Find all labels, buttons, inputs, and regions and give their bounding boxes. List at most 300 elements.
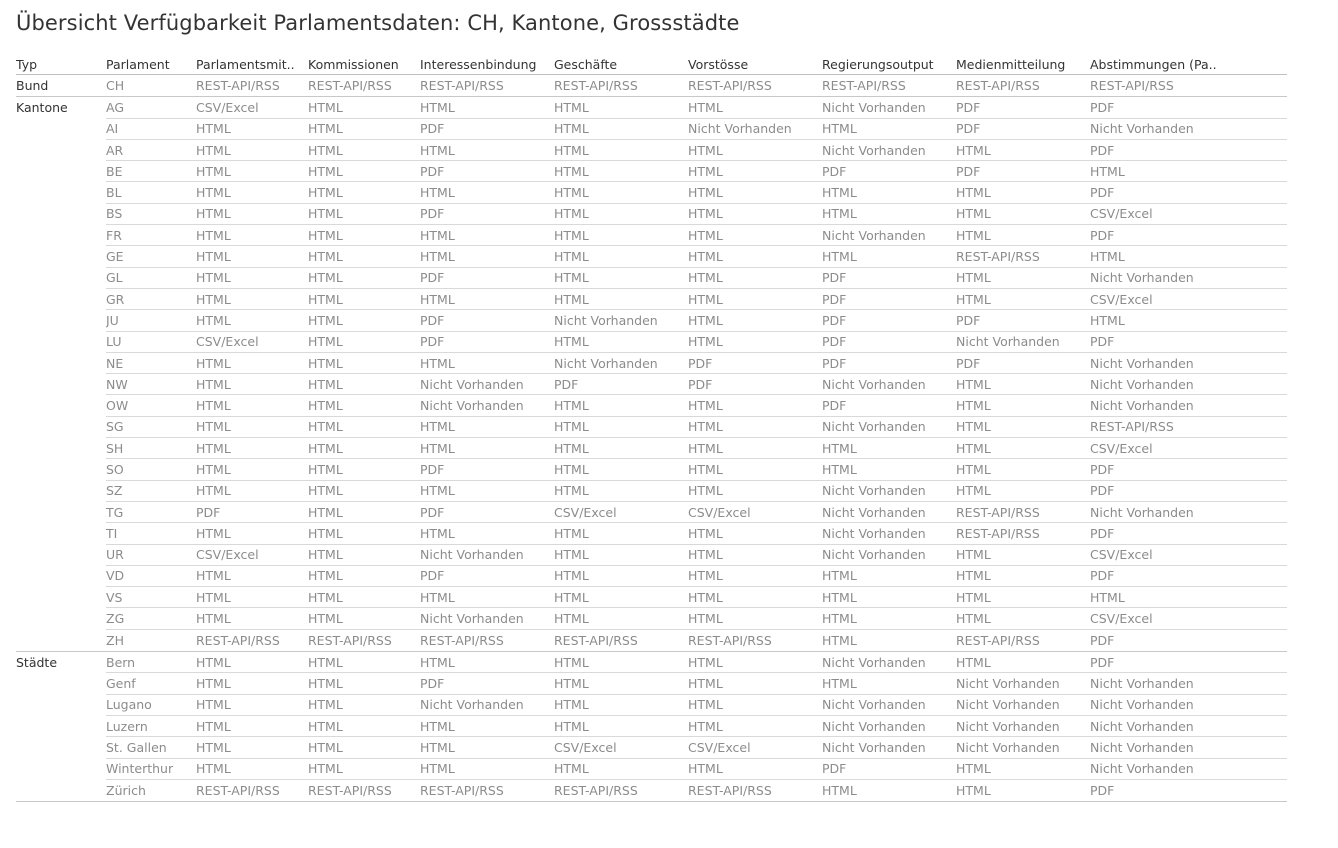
table-cell[interactable]: HTML [688,547,723,563]
header-parlament[interactable]: Parlament [106,56,170,72]
parlament-cell[interactable]: UR [106,547,124,563]
table-cell[interactable]: REST-API/RSS [554,782,638,798]
table-cell[interactable]: Nicht Vorhanden [956,675,1060,691]
table-cell[interactable]: HTML [688,334,723,350]
table-cell[interactable]: Nicht Vorhanden [1090,675,1194,691]
table-cell[interactable]: HTML [196,355,231,371]
table-cell[interactable]: Nicht Vorhanden [822,419,926,435]
table-cell[interactable]: Nicht Vorhanden [822,525,926,541]
table-cell[interactable]: HTML [308,697,343,713]
table-cell[interactable]: Nicht Vorhanden [1090,398,1194,414]
table-cell[interactable]: Nicht Vorhanden [956,739,1060,755]
table-cell[interactable]: HTML [308,525,343,541]
table-cell[interactable]: CSV/Excel [688,739,751,755]
table-cell[interactable]: PDF [1090,632,1115,648]
table-cell[interactable]: HTML [196,163,231,179]
parlament-cell[interactable]: JU [106,312,119,328]
table-cell[interactable]: PDF [1090,185,1115,201]
table-cell[interactable]: PDF [822,163,847,179]
table-cell[interactable]: PDF [1090,227,1115,243]
table-cell[interactable]: HTML [196,440,231,456]
table-cell[interactable]: HTML [956,270,991,286]
table-cell[interactable]: HTML [420,142,455,158]
table-cell[interactable]: CSV/Excel [1090,291,1153,307]
table-cell[interactable]: HTML [822,782,857,798]
table-cell[interactable]: HTML [308,185,343,201]
table-cell[interactable]: HTML [554,398,589,414]
table-cell[interactable]: HTML [196,654,231,670]
table-cell[interactable]: Nicht Vorhanden [1090,355,1194,371]
table-cell[interactable]: Nicht Vorhanden [822,99,926,115]
table-cell[interactable]: HTML [308,376,343,392]
table-cell[interactable]: CSV/Excel [554,739,617,755]
table-cell[interactable]: CSV/Excel [1090,547,1153,563]
table-cell[interactable]: REST-API/RSS [1090,78,1174,94]
parlament-cell[interactable]: LU [106,334,122,350]
parlament-cell[interactable]: Winterthur [106,761,174,777]
table-cell[interactable]: HTML [308,547,343,563]
table-cell[interactable]: HTML [308,249,343,265]
table-cell[interactable]: REST-API/RSS [420,632,504,648]
table-cell[interactable]: HTML [420,99,455,115]
table-cell[interactable]: HTML [196,739,231,755]
table-cell[interactable]: HTML [554,249,589,265]
parlament-cell[interactable]: AI [106,121,119,137]
parlament-cell[interactable]: AG [106,99,125,115]
header-typ[interactable]: Typ [16,56,38,72]
parlament-cell[interactable]: SG [106,419,124,435]
table-cell[interactable]: PDF [420,270,445,286]
parlament-cell[interactable]: BE [106,163,123,179]
table-cell[interactable]: PDF [420,675,445,691]
table-cell[interactable]: REST-API/RSS [554,632,638,648]
table-cell[interactable]: PDF [956,121,981,137]
table-cell[interactable]: HTML [196,312,231,328]
table-cell[interactable]: HTML [554,270,589,286]
table-cell[interactable]: HTML [308,504,343,520]
table-cell[interactable]: HTML [956,761,991,777]
table-cell[interactable]: HTML [688,483,723,499]
table-cell[interactable]: HTML [1090,589,1125,605]
table-cell[interactable]: PDF [420,163,445,179]
table-cell[interactable]: Nicht Vorhanden [420,547,524,563]
table-cell[interactable]: Nicht Vorhanden [1090,739,1194,755]
header-interessenbindung[interactable]: Interessenbindung [420,56,537,72]
table-cell[interactable]: HTML [822,249,857,265]
table-cell[interactable]: HTML [308,291,343,307]
parlament-cell[interactable]: ZH [106,632,124,648]
table-cell[interactable]: HTML [308,99,343,115]
table-cell[interactable]: PDF [554,376,579,392]
table-cell[interactable]: REST-API/RSS [308,632,392,648]
table-cell[interactable]: HTML [554,589,589,605]
table-cell[interactable]: HTML [956,206,991,222]
table-cell[interactable]: HTML [554,761,589,777]
table-cell[interactable]: HTML [420,483,455,499]
table-cell[interactable]: HTML [554,163,589,179]
table-cell[interactable]: PDF [822,761,847,777]
table-cell[interactable]: HTML [308,270,343,286]
table-cell[interactable]: HTML [554,611,589,627]
table-cell[interactable]: HTML [420,739,455,755]
table-cell[interactable]: REST-API/RSS [554,78,638,94]
table-cell[interactable]: HTML [956,611,991,627]
table-cell[interactable]: PDF [1090,334,1115,350]
table-cell[interactable]: HTML [956,440,991,456]
table-cell[interactable]: HTML [688,270,723,286]
table-cell[interactable]: HTML [420,654,455,670]
table-cell[interactable]: HTML [308,461,343,477]
parlament-cell[interactable]: OW [106,398,129,414]
table-cell[interactable]: HTML [688,611,723,627]
table-cell[interactable]: REST-API/RSS [956,525,1040,541]
table-cell[interactable]: HTML [554,291,589,307]
table-cell[interactable]: HTML [956,568,991,584]
table-cell[interactable]: HTML [688,419,723,435]
table-cell[interactable]: HTML [822,611,857,627]
table-cell[interactable]: HTML [308,398,343,414]
table-cell[interactable]: HTML [420,525,455,541]
table-cell[interactable]: HTML [956,185,991,201]
table-cell[interactable]: HTML [688,398,723,414]
table-cell[interactable]: Nicht Vorhanden [822,142,926,158]
table-cell[interactable]: HTML [688,163,723,179]
parlament-cell[interactable]: Luzern [106,718,148,734]
table-cell[interactable]: HTML [196,206,231,222]
table-cell[interactable]: HTML [196,142,231,158]
parlament-cell[interactable]: Zürich [106,782,146,798]
table-cell[interactable]: Nicht Vorhanden [822,718,926,734]
table-cell[interactable]: HTML [688,227,723,243]
table-cell[interactable]: HTML [956,461,991,477]
table-cell[interactable]: HTML [420,761,455,777]
table-cell[interactable]: HTML [956,376,991,392]
table-cell[interactable]: Nicht Vorhanden [1090,504,1194,520]
table-cell[interactable]: HTML [822,675,857,691]
table-cell[interactable]: HTML [956,589,991,605]
table-cell[interactable]: HTML [196,121,231,137]
table-cell[interactable]: HTML [688,142,723,158]
table-cell[interactable]: CSV/Excel [554,504,617,520]
table-cell[interactable]: PDF [956,163,981,179]
table-cell[interactable]: HTML [688,718,723,734]
table-cell[interactable]: Nicht Vorhanden [1090,718,1194,734]
table-cell[interactable]: REST-API/RSS [956,78,1040,94]
table-cell[interactable]: HTML [308,611,343,627]
table-cell[interactable]: HTML [196,697,231,713]
table-cell[interactable]: REST-API/RSS [1090,419,1174,435]
table-cell[interactable]: HTML [822,461,857,477]
parlament-cell[interactable]: ZG [106,611,125,627]
table-cell[interactable]: CSV/Excel [196,334,259,350]
table-cell[interactable]: HTML [822,589,857,605]
table-cell[interactable]: PDF [1090,483,1115,499]
table-cell[interactable]: Nicht Vorhanden [822,739,926,755]
table-cell[interactable]: HTML [196,611,231,627]
table-cell[interactable]: HTML [308,355,343,371]
table-cell[interactable]: PDF [956,355,981,371]
table-cell[interactable]: HTML [196,761,231,777]
table-cell[interactable]: PDF [822,334,847,350]
table-cell[interactable]: PDF [956,99,981,115]
table-cell[interactable]: HTML [308,568,343,584]
table-cell[interactable]: REST-API/RSS [196,632,280,648]
table-cell[interactable]: HTML [956,142,991,158]
table-cell[interactable]: HTML [822,632,857,648]
table-cell[interactable]: CSV/Excel [1090,611,1153,627]
parlament-cell[interactable]: CH [106,78,125,94]
table-cell[interactable]: HTML [688,206,723,222]
table-cell[interactable]: HTML [420,419,455,435]
table-cell[interactable]: HTML [956,291,991,307]
table-cell[interactable]: HTML [956,654,991,670]
table-cell[interactable]: HTML [196,589,231,605]
table-cell[interactable]: PDF [420,334,445,350]
table-cell[interactable]: HTML [196,718,231,734]
table-cell[interactable]: HTML [688,185,723,201]
header-medienmitteilung[interactable]: Medienmitteilung [956,56,1066,72]
header-geschaefte[interactable]: Geschäfte [554,56,618,72]
table-cell[interactable]: HTML [554,419,589,435]
table-cell[interactable]: Nicht Vorhanden [1090,376,1194,392]
table-cell[interactable]: Nicht Vorhanden [1090,121,1194,137]
table-cell[interactable]: PDF [1090,568,1115,584]
table-cell[interactable]: PDF [420,312,445,328]
table-cell[interactable]: PDF [822,398,847,414]
table-cell[interactable]: Nicht Vorhanden [554,312,658,328]
parlament-cell[interactable]: VD [106,568,125,584]
table-cell[interactable]: PDF [688,355,713,371]
table-cell[interactable]: Nicht Vorhanden [420,376,524,392]
parlament-cell[interactable]: Lugano [106,697,152,713]
table-cell[interactable]: REST-API/RSS [688,632,772,648]
table-cell[interactable]: Nicht Vorhanden [956,718,1060,734]
table-cell[interactable]: HTML [196,675,231,691]
table-cell[interactable]: REST-API/RSS [688,782,772,798]
parlament-cell[interactable]: VS [106,589,123,605]
table-cell[interactable]: HTML [688,654,723,670]
table-cell[interactable]: HTML [308,718,343,734]
table-cell[interactable]: PDF [420,504,445,520]
table-cell[interactable]: REST-API/RSS [688,78,772,94]
parlament-cell[interactable]: St. Gallen [106,739,167,755]
table-cell[interactable]: CSV/Excel [196,547,259,563]
table-cell[interactable]: PDF [1090,782,1115,798]
table-cell[interactable]: HTML [688,568,723,584]
table-cell[interactable]: HTML [196,483,231,499]
table-cell[interactable]: PDF [420,568,445,584]
table-cell[interactable]: PDF [1090,525,1115,541]
table-cell[interactable]: HTML [956,227,991,243]
table-cell[interactable]: PDF [1090,99,1115,115]
table-cell[interactable]: HTML [308,121,343,137]
parlament-cell[interactable]: Bern [106,654,136,670]
table-cell[interactable]: HTML [196,461,231,477]
table-cell[interactable]: HTML [554,483,589,499]
table-cell[interactable]: HTML [554,142,589,158]
table-cell[interactable]: PDF [196,504,221,520]
table-cell[interactable]: HTML [822,568,857,584]
table-cell[interactable]: HTML [308,163,343,179]
table-cell[interactable]: HTML [420,440,455,456]
table-cell[interactable]: HTML [688,312,723,328]
table-cell[interactable]: Nicht Vorhanden [1090,270,1194,286]
table-cell[interactable]: REST-API/RSS [956,504,1040,520]
table-cell[interactable]: HTML [554,525,589,541]
table-cell[interactable]: HTML [308,312,343,328]
table-cell[interactable]: PDF [822,270,847,286]
table-cell[interactable]: HTML [308,227,343,243]
table-cell[interactable]: HTML [196,291,231,307]
table-cell[interactable]: PDF [1090,142,1115,158]
header-kommissionen[interactable]: Kommissionen [308,56,399,72]
table-cell[interactable]: HTML [554,440,589,456]
table-cell[interactable]: Nicht Vorhanden [822,227,926,243]
table-cell[interactable]: REST-API/RSS [196,78,280,94]
table-cell[interactable]: HTML [688,440,723,456]
table-cell[interactable]: Nicht Vorhanden [420,398,524,414]
table-cell[interactable]: HTML [688,525,723,541]
table-cell[interactable]: HTML [196,419,231,435]
table-cell[interactable]: Nicht Vorhanden [822,547,926,563]
table-cell[interactable]: HTML [956,547,991,563]
table-cell[interactable]: HTML [688,761,723,777]
table-cell[interactable]: Nicht Vorhanden [822,504,926,520]
table-cell[interactable]: HTML [308,483,343,499]
table-cell[interactable]: HTML [822,206,857,222]
table-cell[interactable]: HTML [956,398,991,414]
table-cell[interactable]: Nicht Vorhanden [822,483,926,499]
header-abstimmungen[interactable]: Abstimmungen (Pa.. [1090,56,1217,72]
table-cell[interactable]: HTML [308,739,343,755]
table-cell[interactable]: HTML [554,227,589,243]
table-cell[interactable]: PDF [822,291,847,307]
table-cell[interactable]: HTML [554,461,589,477]
table-cell[interactable]: HTML [688,589,723,605]
table-cell[interactable]: CSV/Excel [688,504,751,520]
table-cell[interactable]: HTML [688,291,723,307]
table-cell[interactable]: HTML [554,568,589,584]
table-cell[interactable]: HTML [822,185,857,201]
parlament-cell[interactable]: GL [106,270,123,286]
table-cell[interactable]: HTML [420,291,455,307]
table-cell[interactable]: HTML [420,718,455,734]
table-cell[interactable]: HTML [308,654,343,670]
table-cell[interactable]: Nicht Vorhanden [688,121,792,137]
table-cell[interactable]: Nicht Vorhanden [420,611,524,627]
parlament-cell[interactable]: SZ [106,483,123,499]
table-cell[interactable]: HTML [1090,312,1125,328]
table-cell[interactable]: Nicht Vorhanden [554,355,658,371]
table-cell[interactable]: PDF [420,206,445,222]
header-regierungsoutput[interactable]: Regierungsoutput [822,56,934,72]
table-cell[interactable]: HTML [554,334,589,350]
table-cell[interactable]: HTML [688,249,723,265]
table-cell[interactable]: HTML [308,675,343,691]
table-cell[interactable]: REST-API/RSS [308,78,392,94]
table-cell[interactable]: HTML [554,185,589,201]
table-cell[interactable]: REST-API/RSS [196,782,280,798]
table-cell[interactable]: Nicht Vorhanden [956,697,1060,713]
table-cell[interactable]: HTML [420,589,455,605]
table-cell[interactable]: HTML [688,675,723,691]
table-cell[interactable]: REST-API/RSS [956,249,1040,265]
parlament-cell[interactable]: TI [106,525,118,541]
parlament-cell[interactable]: SO [106,461,124,477]
table-cell[interactable]: HTML [420,227,455,243]
table-cell[interactable]: CSV/Excel [196,99,259,115]
table-cell[interactable]: HTML [196,568,231,584]
table-cell[interactable]: HTML [956,782,991,798]
parlament-cell[interactable]: NW [106,376,128,392]
table-cell[interactable]: HTML [420,249,455,265]
table-cell[interactable]: HTML [196,270,231,286]
table-cell[interactable]: REST-API/RSS [956,632,1040,648]
table-cell[interactable]: HTML [554,206,589,222]
table-cell[interactable]: Nicht Vorhanden [420,697,524,713]
table-cell[interactable]: HTML [822,440,857,456]
header-parlamentsmitglieder[interactable]: Parlamentsmit.. [196,56,295,72]
table-cell[interactable]: Nicht Vorhanden [1090,697,1194,713]
table-cell[interactable]: HTML [420,185,455,201]
table-cell[interactable]: HTML [308,761,343,777]
parlament-cell[interactable]: BL [106,185,122,201]
table-cell[interactable]: REST-API/RSS [420,782,504,798]
parlament-cell[interactable]: TG [106,504,124,520]
table-cell[interactable]: PDF [420,461,445,477]
parlament-cell[interactable]: GE [106,249,124,265]
table-cell[interactable]: HTML [196,398,231,414]
table-cell[interactable]: HTML [196,525,231,541]
table-cell[interactable]: CSV/Excel [1090,440,1153,456]
table-cell[interactable]: HTML [308,142,343,158]
table-cell[interactable]: HTML [956,483,991,499]
table-cell[interactable]: HTML [688,697,723,713]
header-vorstoesse[interactable]: Vorstösse [688,56,749,72]
table-cell[interactable]: PDF [1090,461,1115,477]
table-cell[interactable]: HTML [554,121,589,137]
table-cell[interactable]: HTML [308,589,343,605]
table-cell[interactable]: CSV/Excel [1090,206,1153,222]
table-cell[interactable]: HTML [308,334,343,350]
parlament-cell[interactable]: SH [106,440,124,456]
parlament-cell[interactable]: Genf [106,675,136,691]
table-cell[interactable]: Nicht Vorhanden [822,376,926,392]
table-cell[interactable]: HTML [956,419,991,435]
table-cell[interactable]: PDF [822,312,847,328]
table-cell[interactable]: HTML [688,99,723,115]
table-cell[interactable]: HTML [308,440,343,456]
table-cell[interactable]: HTML [196,249,231,265]
table-cell[interactable]: HTML [822,121,857,137]
table-cell[interactable]: REST-API/RSS [822,78,906,94]
table-cell[interactable]: PDF [688,376,713,392]
table-cell[interactable]: HTML [196,227,231,243]
table-cell[interactable]: HTML [554,547,589,563]
table-cell[interactable]: HTML [1090,163,1125,179]
table-cell[interactable]: Nicht Vorhanden [1090,761,1194,777]
table-cell[interactable]: HTML [554,654,589,670]
table-cell[interactable]: HTML [554,675,589,691]
table-cell[interactable]: HTML [196,185,231,201]
parlament-cell[interactable]: FR [106,227,122,243]
parlament-cell[interactable]: AR [106,142,124,158]
parlament-cell[interactable]: NE [106,355,124,371]
table-cell[interactable]: HTML [420,355,455,371]
table-cell[interactable]: HTML [554,99,589,115]
table-cell[interactable]: HTML [554,697,589,713]
table-cell[interactable]: HTML [308,206,343,222]
